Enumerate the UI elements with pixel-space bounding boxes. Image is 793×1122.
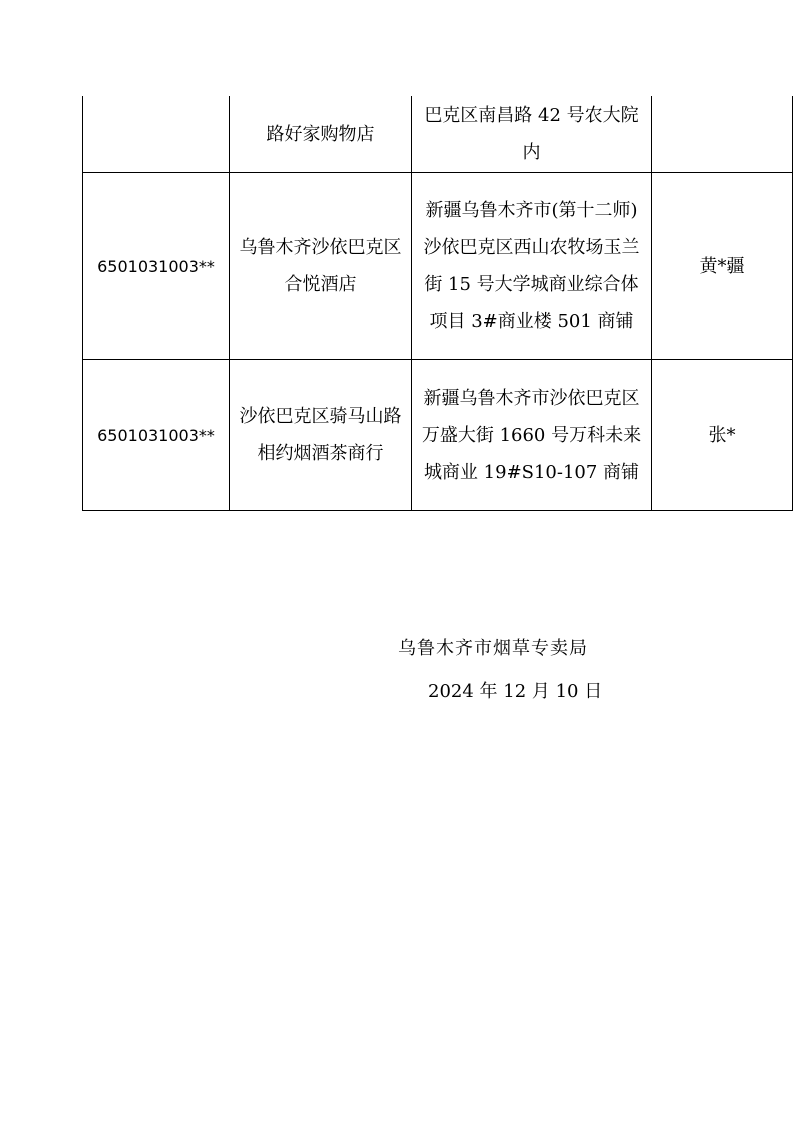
store-address: 巴克区南昌路 42 号农大院内 [424,105,639,163]
responsible-person: 黄*疆 [699,255,745,277]
store-address-cell [412,360,652,511]
issue-date: 2024 年 12 月 10 日 [428,681,603,702]
store-name-cell [230,96,412,173]
responsible-person-cell [652,173,793,360]
responsible-person-cell [652,96,793,173]
store-name: 沙依巴克区骑马山路相约烟酒茶商行 [239,406,402,464]
store-address: 新疆乌鲁木齐市(第十二师)沙依巴克区西山农牧场玉兰街 15 号大学城商业综合体项目 3#商业楼 501 商铺 [423,200,640,332]
store-address-cell [412,173,652,360]
signature-block [398,636,618,705]
table-row [83,173,793,360]
responsible-person-cell [652,360,793,511]
table-row [83,96,793,173]
license-code-cell [83,360,230,511]
license-table [82,96,793,511]
license-code: 6501031003** [97,425,215,445]
store-address-cell [412,96,652,173]
table-row [83,360,793,511]
store-name: 乌鲁木齐沙依巴克区合悦酒店 [239,237,402,295]
store-name-cell [230,360,412,511]
store-name: 路好家购物店 [266,123,375,145]
license-code-cell [83,96,230,173]
store-address: 新疆乌鲁木齐市沙依巴克区万盛大街 1660 号万科未来城商业 19#S10-107 商铺 [421,387,642,483]
license-code: 6501031003** [97,256,215,276]
store-name-cell [230,173,412,360]
issuing-organization: 乌鲁木齐市烟草专卖局 [398,638,588,659]
responsible-person: 张* [708,424,736,446]
license-code-cell [83,173,230,360]
